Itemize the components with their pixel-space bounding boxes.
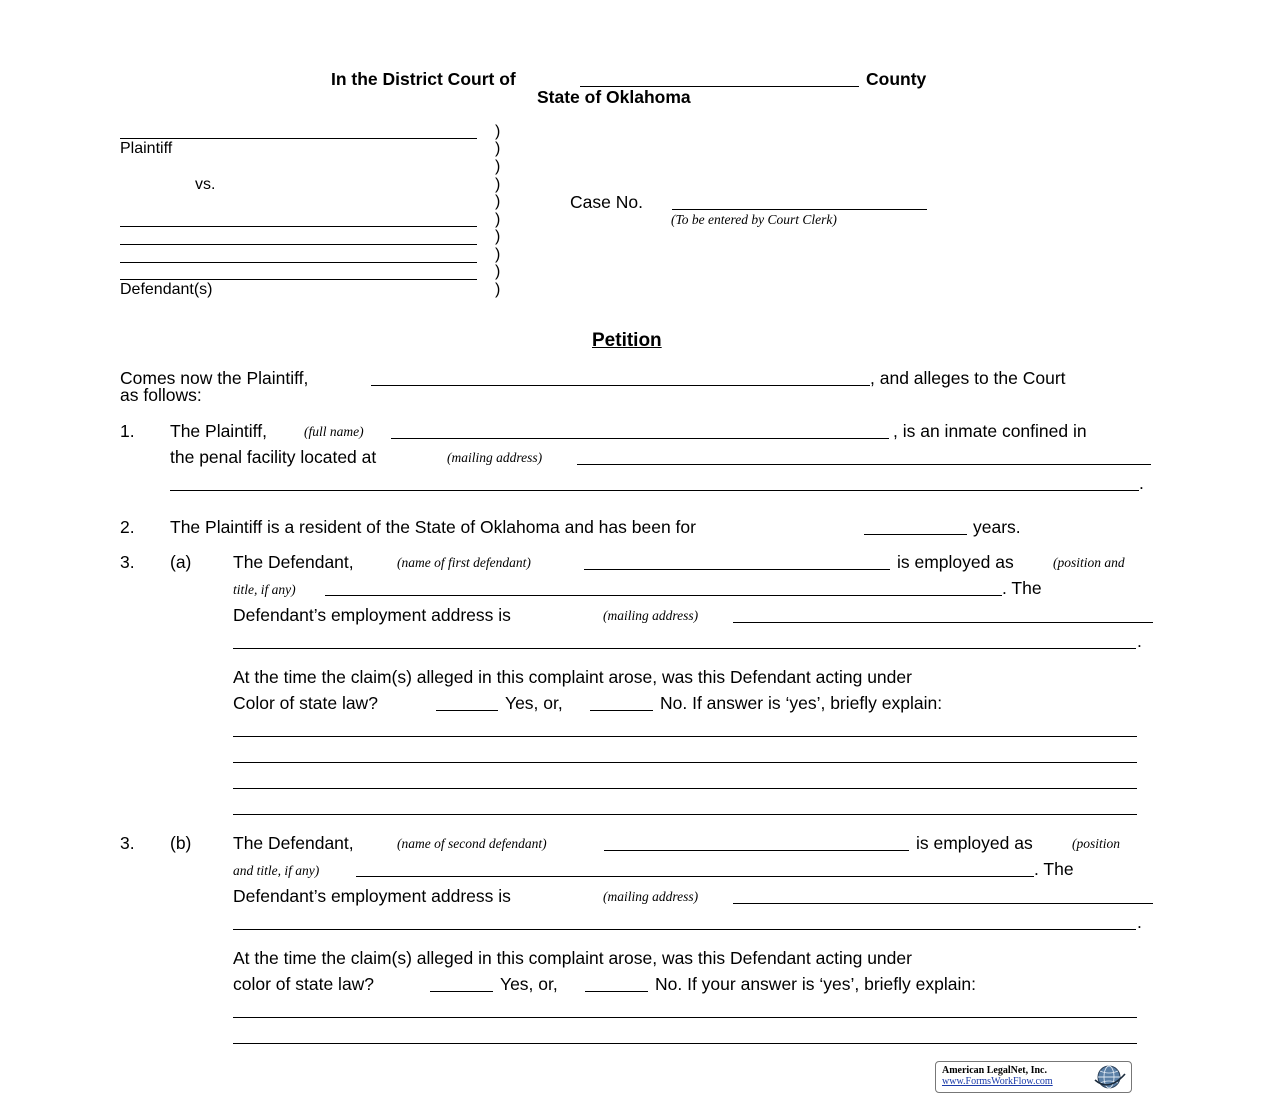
item3b-question-a: color of state law? [233,974,375,994]
item3b-hint-addr: (mailing address) [603,889,699,904]
item3b-hint-pos-1: (position [1072,836,1121,851]
item3a-no-blank[interactable] [590,710,653,711]
item3a-hint-addr: (mailing address) [603,608,699,623]
item3b-text-b: is employed as [916,833,1033,853]
globe-icon [1092,1064,1128,1090]
item3b-text-a: The Defendant, [233,833,354,853]
document-title: Petition [592,330,662,351]
publisher-name: American LegalNet, Inc. [942,1065,1047,1076]
intro-plaintiff-blank[interactable] [371,385,870,386]
court-prefix: In the District Court of [331,69,516,89]
item1-hint-addr: (mailing address) [447,450,543,465]
item2-text-b: years. [973,517,1021,537]
item3b-question-line1: At the time the claim(s) alleged in this complaint arose, was this Defendant acting under [233,948,912,968]
item3a-sub: (a) [170,552,192,572]
item3a-yes-blank[interactable] [436,710,498,711]
caption-paren: ) [495,211,501,228]
item1-address-blank-1[interactable] [577,464,1151,465]
item3a-hint-pos-2: title, if any) [233,582,296,597]
item3a-question-a: Color of state law? [233,693,378,713]
caption-paren: ) [495,123,501,140]
caption-paren: ) [495,281,501,298]
caption-paren: ) [495,158,501,175]
plaintiff-label: Plaintiff [120,140,173,157]
case-no-label: Case No. [570,192,643,212]
publisher-logo [935,1061,1132,1093]
item3a-question-line1: At the time the claim(s) alleged in this complaint arose, was this Defendant acting under [233,667,912,687]
item3b-yes-blank[interactable] [430,991,493,992]
item3a-address-blank-1[interactable] [733,622,1153,623]
item3b-end-period: . [1137,912,1142,932]
item3b-address-blank-1[interactable] [733,903,1153,904]
item1-address-blank-2[interactable] [170,490,1139,491]
item3a-text-a: The Defendant, [233,552,354,572]
item1-name-blank[interactable] [391,438,889,439]
item3b-question-yes: Yes, or, [500,974,558,994]
item2-number: 2. [120,517,135,537]
item3b-explain-blank-2[interactable] [233,1043,1137,1044]
caption-paren: ) [495,263,501,280]
item3b-no-blank[interactable] [585,991,648,992]
intro-text-b: , and alleges to the Court [870,368,1066,388]
item1-number: 1. [120,421,135,441]
item3a-question-no: No. If answer is ‘yes’, briefly explain: [660,693,943,713]
defendant-name-blank-3[interactable] [120,262,477,263]
item3b-explain-blank-1[interactable] [233,1017,1137,1018]
state-line: State of Oklahoma [537,87,691,107]
item3b-number: 3. [120,833,135,853]
item3a-defendant-blank[interactable] [584,569,890,570]
item3b-defendant-blank[interactable] [604,850,909,851]
caption-paren: ) [495,193,501,210]
caption-paren: ) [495,176,501,193]
clerk-note: (To be entered by Court Clerk) [671,212,837,227]
item1-text-b: , is an inmate confined in [893,421,1087,441]
item3b-address-blank-2[interactable] [233,929,1136,930]
item3b-text-the: . The [1034,859,1074,879]
case-no-blank[interactable] [672,209,927,210]
item3a-text-addr: Defendant’s employment address is [233,605,511,625]
item3b-question-no: No. If your answer is ‘yes’, briefly explain: [655,974,976,994]
item1-text-c: the penal facility located at [170,447,377,467]
caption-paren: ) [495,246,501,263]
vs-label: vs. [195,176,216,193]
item2-years-blank[interactable] [864,534,967,535]
defendants-label: Defendant(s) [120,281,213,298]
item3b-hint-def: (name of second defendant) [397,836,547,851]
court-suffix: County [866,69,927,89]
caption-paren: ) [495,140,501,157]
item3a-explain-blank-1[interactable] [233,736,1137,737]
item3a-number: 3. [120,552,135,572]
item3a-hint-def: (name of first defendant) [397,555,531,570]
item1-text-a: The Plaintiff, [170,421,267,441]
publisher-website-link[interactable]: www.FormsWorkFlow.com [942,1076,1053,1087]
plaintiff-name-blank[interactable] [120,138,477,139]
item3a-question-yes: Yes, or, [505,693,563,713]
item3a-explain-blank-3[interactable] [233,788,1137,789]
defendant-name-blank-2[interactable] [120,244,477,245]
item2-text-a: The Plaintiff is a resident of the State of Oklahoma and has been for [170,517,696,537]
item3a-address-blank-2[interactable] [233,648,1136,649]
item3a-end-period: . [1137,631,1142,651]
item3b-sub: (b) [170,833,192,853]
item1-end-period: . [1139,473,1144,493]
item3a-explain-blank-4[interactable] [233,814,1137,815]
item1-hint-name: (full name) [304,424,364,439]
item3a-hint-pos-1: (position and [1053,555,1125,570]
item3a-text-the: . The [1002,578,1042,598]
defendant-name-blank-1[interactable] [120,226,477,227]
item3b-position-blank[interactable] [356,876,1034,877]
intro-text-c: as follows: [120,385,202,405]
caption-paren: ) [495,228,501,245]
item3a-text-b: is employed as [897,552,1014,572]
item3b-text-addr: Defendant’s employment address is [233,886,511,906]
item3a-explain-blank-2[interactable] [233,762,1137,763]
defendant-name-blank-4[interactable] [120,279,477,280]
intro-text-a: Comes now the Plaintiff, [120,368,309,388]
item3b-hint-pos-2: and title, if any) [233,863,320,878]
item3a-position-blank[interactable] [325,595,1002,596]
